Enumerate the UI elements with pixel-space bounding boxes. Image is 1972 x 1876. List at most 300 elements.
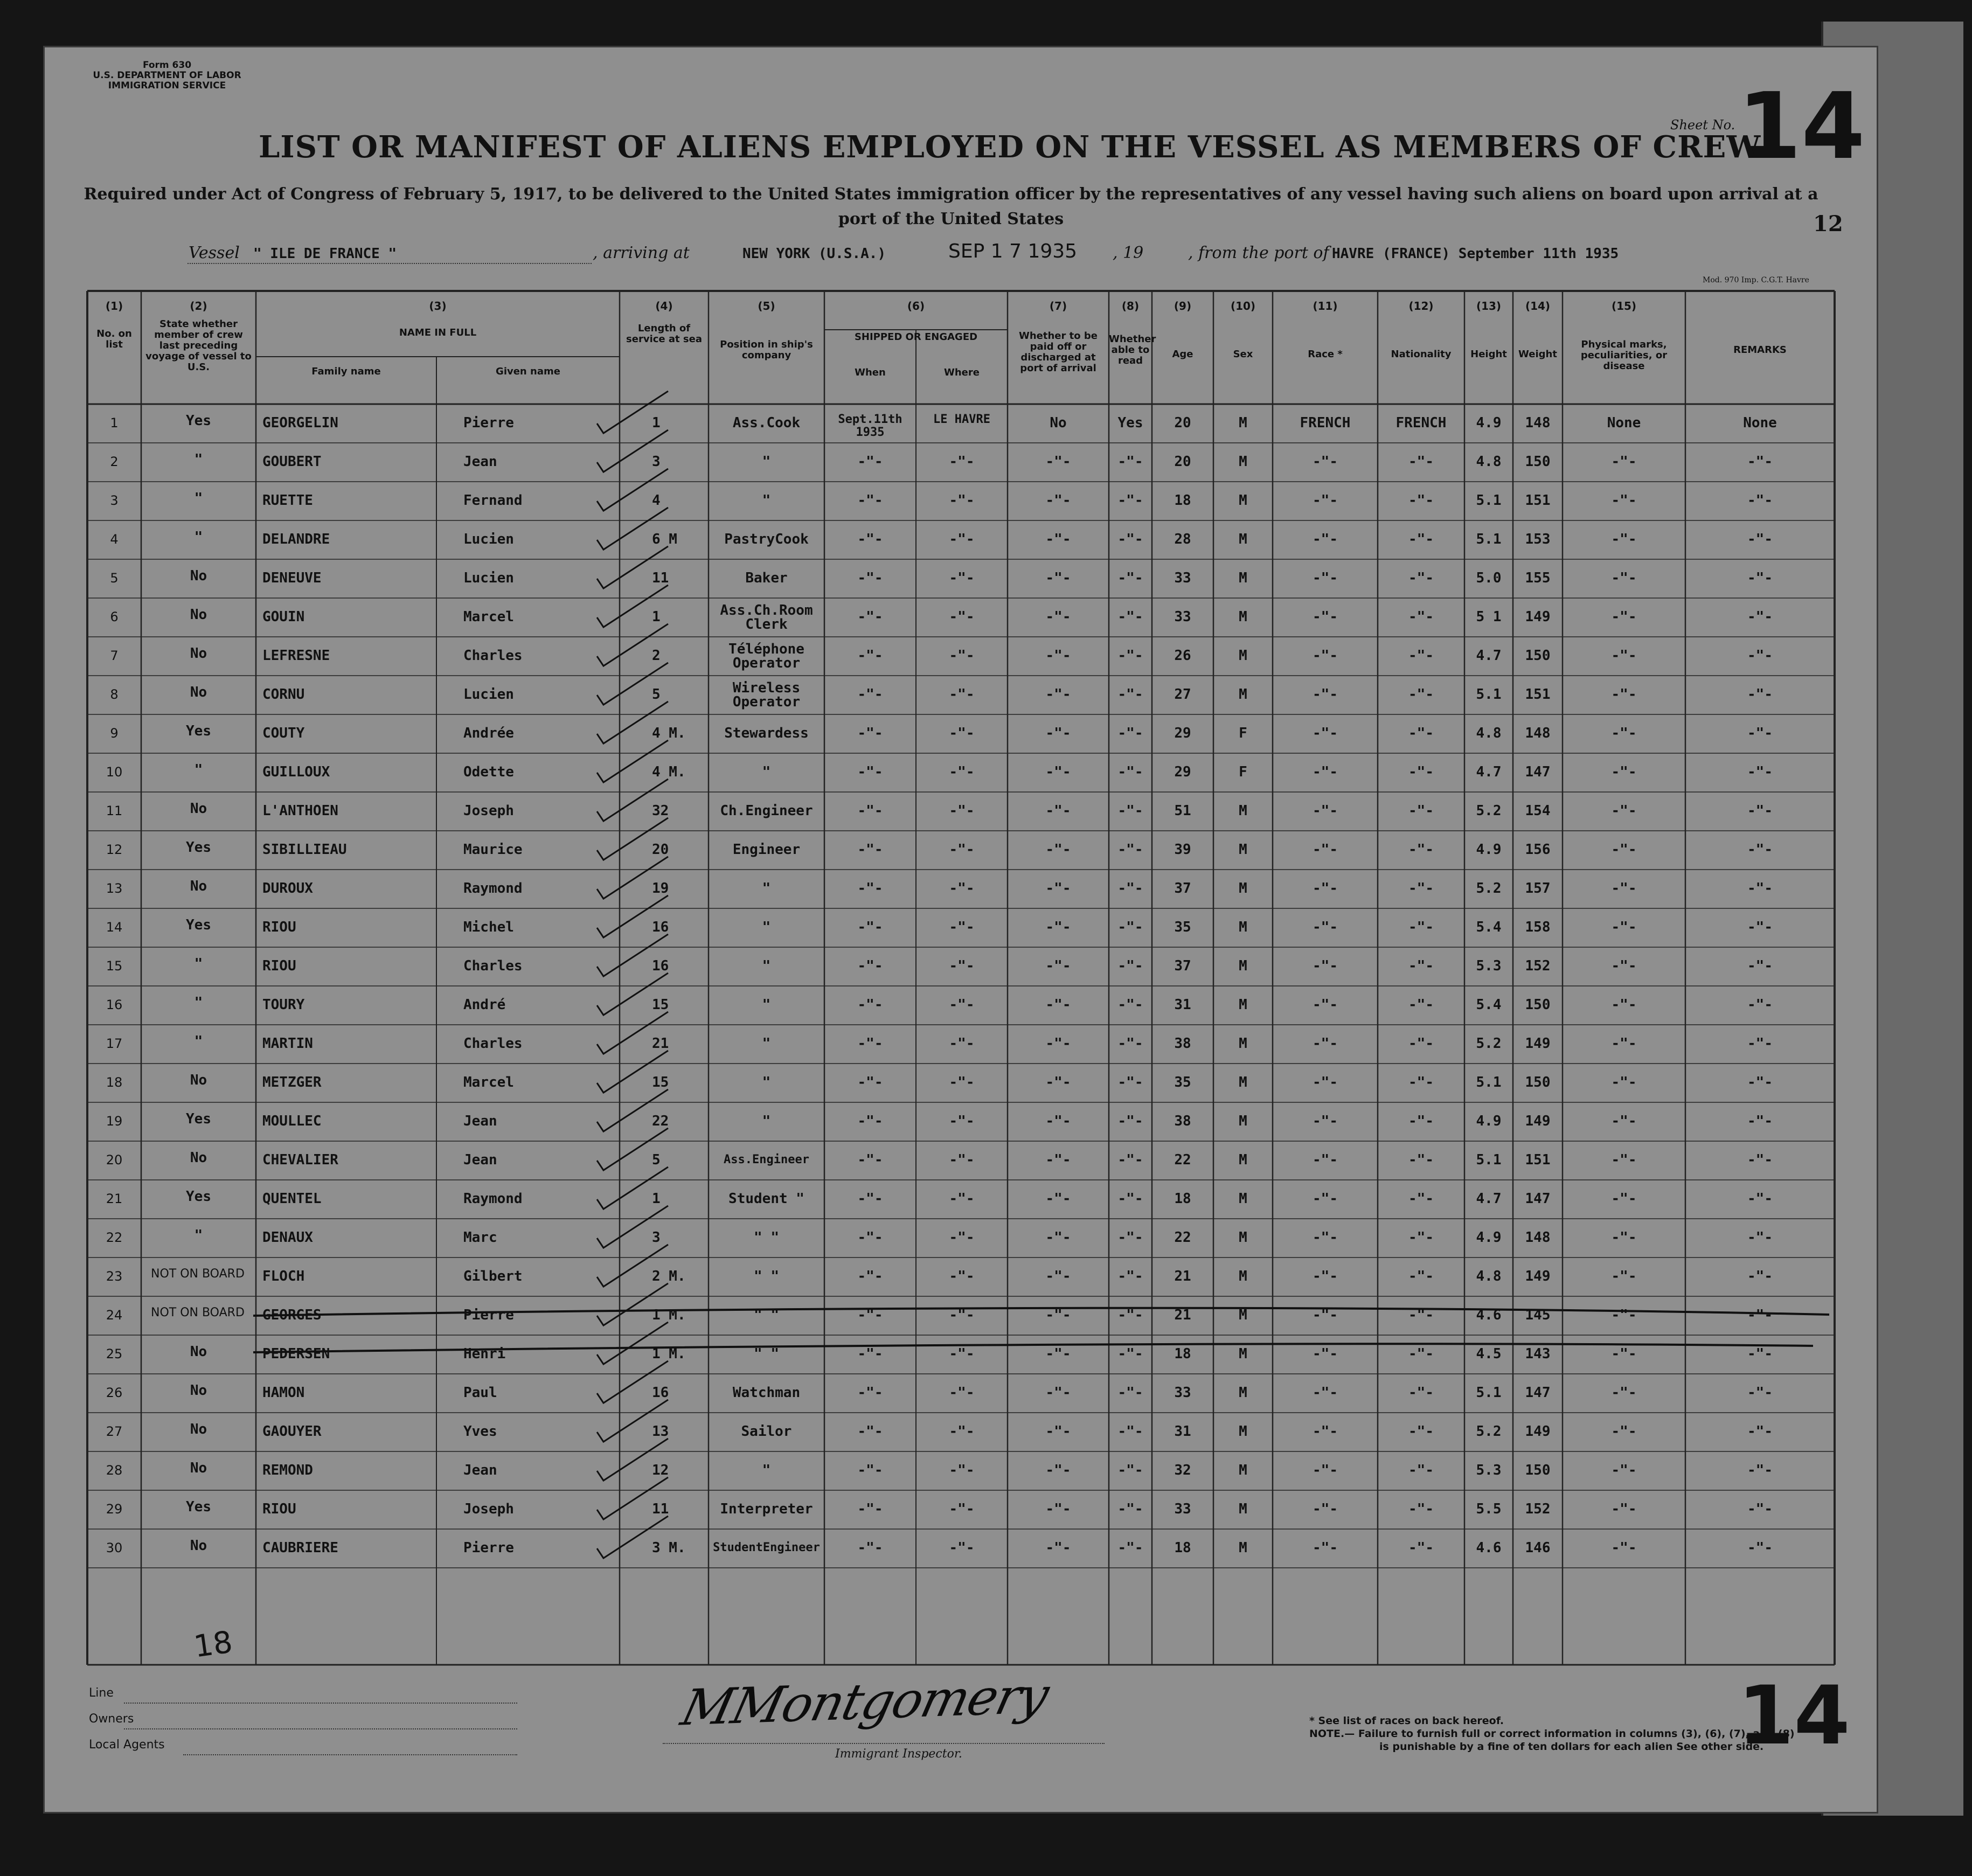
length-of-service: 4 M.: [652, 725, 686, 741]
weight: 150: [1525, 1462, 1551, 1478]
shipped-where: -"-: [949, 919, 975, 935]
check-mark: [597, 546, 668, 588]
age: 32: [1174, 1462, 1191, 1478]
position-in-company: ": [762, 880, 771, 897]
able-to-read: -"-: [1117, 531, 1143, 547]
remarks: -"-: [1747, 1462, 1773, 1478]
shipped-when: -"-: [857, 1229, 883, 1246]
sex: M: [1239, 1113, 1247, 1129]
position-in-company: " ": [754, 1268, 779, 1284]
race: -"-: [1313, 842, 1338, 858]
remarks: -"-: [1747, 958, 1773, 974]
shipped-where: -"-: [949, 1540, 975, 1556]
column-number: (2): [190, 300, 207, 312]
sex: M: [1239, 958, 1247, 974]
weight: 152: [1525, 958, 1551, 974]
row-number: 11: [106, 803, 123, 818]
shipped-where: -"-: [949, 1346, 975, 1362]
remarks: -"-: [1747, 764, 1773, 780]
sex: M: [1239, 492, 1247, 509]
length-of-service: 4: [652, 492, 661, 509]
race: -"-: [1313, 803, 1338, 819]
remarks: -"-: [1747, 1307, 1773, 1323]
position-in-company: Téléphone: [728, 641, 804, 657]
paid-off: -"-: [1045, 764, 1071, 780]
weight: 147: [1525, 1385, 1551, 1401]
position-in-company: Ass.Ch.Room: [720, 602, 813, 619]
check-mark: [597, 624, 668, 666]
given-name: Marcel: [463, 1074, 514, 1090]
check-mark: [597, 1516, 668, 1558]
height: 4.8: [1476, 454, 1502, 470]
row-number: 16: [106, 997, 123, 1012]
sex: M: [1239, 415, 1247, 431]
position-in-company: ": [762, 1113, 771, 1129]
able-to-read: -"-: [1117, 997, 1143, 1013]
check-mark: [597, 857, 668, 899]
from-port: HAVRE (FRANCE) September 11th 1935: [1332, 246, 1619, 262]
weight: 151: [1525, 686, 1551, 703]
able-to-read: -"-: [1117, 1152, 1143, 1168]
line-rule: [124, 1703, 517, 1704]
height: 5.1: [1476, 1074, 1502, 1090]
given-name: Joseph: [463, 1501, 514, 1517]
remarks: -"-: [1747, 1423, 1773, 1440]
length-of-service: 13: [652, 1423, 669, 1440]
age: 28: [1174, 531, 1191, 547]
height: 5.3: [1476, 958, 1502, 974]
length-of-service: 2: [652, 648, 661, 664]
race: -"-: [1313, 570, 1338, 586]
able-to-read: -"-: [1117, 880, 1143, 897]
check-mark: [597, 740, 668, 782]
previous-voyage: No: [190, 1072, 207, 1088]
length-of-service: 22: [652, 1113, 669, 1129]
physical-marks: -"-: [1611, 1462, 1637, 1478]
position-in-company: " ": [754, 1346, 779, 1362]
physical-marks: -"-: [1611, 1268, 1637, 1284]
sex: M: [1239, 686, 1247, 703]
height: 4.7: [1476, 648, 1502, 664]
row-number: 13: [106, 881, 123, 896]
sex: M: [1239, 1501, 1247, 1517]
paid-off: -"-: [1045, 842, 1071, 858]
row-number: 1: [110, 415, 119, 430]
physical-marks: -"-: [1611, 1540, 1637, 1556]
shipped-when: -"-: [857, 997, 883, 1013]
age: 33: [1174, 609, 1191, 625]
position-in-company: Ch.Engineer: [720, 803, 813, 819]
length-of-service: 15: [652, 997, 669, 1013]
age: 35: [1174, 1074, 1191, 1090]
race: -"-: [1313, 1191, 1338, 1207]
family-name: GAOUYER: [262, 1423, 322, 1440]
race: -"-: [1313, 880, 1338, 897]
shipped-when: -"-: [857, 1501, 883, 1517]
nationality: -"-: [1408, 1152, 1434, 1168]
remarks: -"-: [1747, 1074, 1773, 1090]
department-name: U.S. DEPARTMENT OF LABOR: [93, 70, 241, 81]
length-of-service: 6 M: [652, 531, 677, 547]
previous-voyage: Yes: [186, 1111, 211, 1127]
local-agents-label: Local Agents: [89, 1738, 165, 1752]
paid-off: -"-: [1045, 1385, 1071, 1401]
able-to-read: -"-: [1117, 1307, 1143, 1323]
position-in-company: Ass.Cook: [732, 415, 801, 431]
shipped-where: -"-: [949, 1462, 975, 1478]
remarks: None: [1743, 415, 1777, 431]
previous-voyage: Yes: [186, 839, 211, 856]
weight: 150: [1525, 648, 1551, 664]
position-in-company: ": [762, 492, 771, 509]
position-in-company: StudentEngineer: [713, 1541, 820, 1554]
race: -"-: [1313, 1113, 1338, 1129]
shipped-where: -"-: [949, 997, 975, 1013]
remarks: -"-: [1747, 842, 1773, 858]
race: -"-: [1313, 686, 1338, 703]
remarks: -"-: [1747, 1346, 1773, 1362]
row-number: 18: [106, 1075, 123, 1090]
height: 5.5: [1476, 1501, 1502, 1517]
sex: M: [1239, 1346, 1247, 1362]
family-name: GOUBERT: [262, 454, 322, 470]
nationality: -"-: [1408, 531, 1434, 547]
shipped-where: -"-: [949, 764, 975, 780]
age: 51: [1174, 803, 1191, 819]
remarks: -"-: [1747, 1152, 1773, 1168]
weight: 154: [1525, 803, 1551, 819]
paid-off: -"-: [1045, 1540, 1071, 1556]
given-name: Odette: [463, 764, 514, 780]
check-mark: [597, 1089, 668, 1131]
row-number: 23: [106, 1269, 123, 1284]
nationality: -"-: [1408, 1074, 1434, 1090]
race: -"-: [1313, 1540, 1338, 1556]
weight: 148: [1525, 1229, 1551, 1246]
able-to-read: -"-: [1117, 1229, 1143, 1246]
signature-rule: [663, 1743, 1105, 1744]
remarks: -"-: [1747, 1036, 1773, 1052]
family-name: REMOND: [262, 1462, 313, 1478]
physical-marks: -"-: [1611, 1191, 1637, 1207]
able-to-read: -"-: [1117, 686, 1143, 703]
header-sex: Sex: [1233, 349, 1253, 360]
physical-marks: -"-: [1611, 764, 1637, 780]
shipped-when: -"-: [857, 1152, 883, 1168]
header-family-name: Family name: [311, 366, 381, 377]
physical-marks: -"-: [1611, 454, 1637, 470]
shipped-when: -"-: [857, 1191, 883, 1207]
remarks: -"-: [1747, 803, 1773, 819]
given-name: Lucien: [463, 686, 514, 703]
previous-voyage: ": [194, 956, 203, 972]
sex: M: [1239, 531, 1247, 547]
able-to-read: -"-: [1117, 1540, 1143, 1556]
height: 4.9: [1476, 1229, 1502, 1246]
column-number: (6): [907, 300, 925, 312]
arriving-port: NEW YORK (U.S.A.): [742, 246, 886, 262]
paid-off: -"-: [1045, 1307, 1071, 1323]
previous-voyage: Yes: [186, 1189, 211, 1205]
paid-off: -"-: [1045, 686, 1071, 703]
given-name: Andrée: [463, 725, 514, 741]
weight: 149: [1525, 1113, 1551, 1129]
physical-marks: None: [1607, 415, 1641, 431]
nationality: -"-: [1408, 1113, 1434, 1129]
shipped-when: -"-: [857, 648, 883, 664]
row-number: 22: [106, 1230, 123, 1245]
previous-voyage: No: [190, 1150, 207, 1166]
paid-off: -"-: [1045, 1501, 1071, 1517]
weight: 149: [1525, 1423, 1551, 1440]
shipped-when-year: 1935: [856, 426, 885, 439]
able-to-read: -"-: [1117, 1385, 1143, 1401]
paid-off: -"-: [1045, 609, 1071, 625]
shipped-when: -"-: [857, 1036, 883, 1052]
length-of-service: 4 M.: [652, 764, 686, 780]
row-number: 10: [106, 765, 123, 780]
shipped-where: -"-: [949, 842, 975, 858]
check-mark: [597, 1206, 668, 1248]
shipped-where: -"-: [949, 1268, 975, 1284]
sex: M: [1239, 1152, 1247, 1168]
sex: M: [1239, 803, 1247, 819]
nationality: -"-: [1408, 1307, 1434, 1323]
sex: M: [1239, 997, 1247, 1013]
shipped-where: -"-: [949, 531, 975, 547]
row-number: 15: [106, 958, 123, 974]
check-mark: [597, 508, 668, 550]
previous-voyage: No: [190, 801, 207, 817]
nationality: -"-: [1408, 570, 1434, 586]
age: 22: [1174, 1152, 1191, 1168]
position-in-company-line2: Clerk: [745, 616, 788, 633]
column-number: (15): [1611, 300, 1637, 312]
shipped-where: -"-: [949, 1229, 975, 1246]
race: -"-: [1313, 1036, 1338, 1052]
position-in-company: ": [762, 1036, 771, 1052]
row-number: 24: [106, 1308, 123, 1323]
printer-mark: Mod. 970 Imp. C.G.T. Havre: [1703, 276, 1809, 284]
length-of-service: 11: [652, 1501, 669, 1517]
given-name: Maurice: [463, 842, 523, 858]
position-in-company: ": [762, 454, 771, 470]
column-number: (5): [758, 300, 775, 312]
row-number: 29: [106, 1502, 123, 1517]
paid-off: No: [1050, 415, 1067, 431]
nationality: -"-: [1408, 1501, 1434, 1517]
shipped-when: -"-: [857, 609, 883, 625]
nationality: -"-: [1408, 919, 1434, 935]
weight: 149: [1525, 1036, 1551, 1052]
length-of-service: 1: [652, 1191, 661, 1207]
column-number: (1): [105, 300, 123, 312]
column-number: (9): [1174, 300, 1192, 312]
nationality: -"-: [1408, 1423, 1434, 1440]
remarks: -"-: [1747, 1229, 1773, 1246]
sex: M: [1239, 1036, 1247, 1052]
height: 5.1: [1476, 1152, 1502, 1168]
sheet-number-bottom: 14: [1738, 1669, 1850, 1763]
height: 4.9: [1476, 415, 1502, 431]
given-name: Raymond: [463, 880, 523, 897]
age: 33: [1174, 1501, 1191, 1517]
age: 22: [1174, 1229, 1191, 1246]
shipped-where: -"-: [949, 492, 975, 509]
paid-off: -"-: [1045, 880, 1071, 897]
physical-marks: -"-: [1611, 1307, 1637, 1323]
family-name: CHEVALIER: [262, 1152, 338, 1168]
shipped-where: -"-: [949, 454, 975, 470]
able-to-read: -"-: [1117, 648, 1143, 664]
header-weight: Weight: [1518, 349, 1557, 360]
agents-rule: [183, 1754, 517, 1755]
sex: M: [1239, 1074, 1247, 1090]
position-in-company-line2: Operator: [732, 694, 801, 710]
paid-off: -"-: [1045, 1268, 1071, 1284]
sex: M: [1239, 1462, 1247, 1478]
race: -"-: [1313, 764, 1338, 780]
race: -"-: [1313, 1307, 1338, 1323]
remarks: -"-: [1747, 1191, 1773, 1207]
height: 5.3: [1476, 1462, 1502, 1478]
tally-mark: 18: [191, 1624, 235, 1665]
race: -"-: [1313, 1268, 1338, 1284]
able-to-read: -"-: [1117, 919, 1143, 935]
able-to-read: -"-: [1117, 1074, 1143, 1090]
given-name: Charles: [463, 1036, 523, 1052]
age: 33: [1174, 570, 1191, 586]
nationality: -"-: [1408, 686, 1434, 703]
column-number: (11): [1313, 300, 1338, 312]
family-name: CORNU: [262, 686, 305, 703]
race: -"-: [1313, 609, 1338, 625]
length-of-service: 2 M.: [652, 1268, 686, 1284]
able-to-read: -"-: [1117, 958, 1143, 974]
physical-marks: -"-: [1611, 1501, 1637, 1517]
family-name: RUETTE: [262, 492, 313, 509]
length-of-service: 15: [652, 1074, 669, 1090]
date-stamp: SEP 1 7 1935: [948, 240, 1078, 262]
given-name: Gilbert: [463, 1268, 523, 1284]
shipped-when: -"-: [857, 919, 883, 935]
remarks: -"-: [1747, 531, 1773, 547]
header-race: Race *: [1308, 349, 1343, 360]
length-of-service: 1 M.: [652, 1346, 686, 1362]
row-number: 8: [110, 687, 119, 702]
sex: M: [1239, 842, 1247, 858]
family-name: L'ANTHOEN: [262, 803, 338, 819]
length-of-service: 3 M.: [652, 1540, 686, 1556]
shipped-when: -"-: [857, 725, 883, 741]
shipped-where: -"-: [949, 1152, 975, 1168]
row-number: 7: [110, 648, 119, 663]
shipped-where: -"-: [949, 570, 975, 586]
family-name: RIOU: [262, 919, 296, 935]
height: 4.7: [1476, 764, 1502, 780]
column-number: (12): [1408, 300, 1434, 312]
sex: M: [1239, 1385, 1247, 1401]
able-to-read: -"-: [1117, 1423, 1143, 1440]
column-number: (10): [1230, 300, 1256, 312]
header-when: When: [855, 367, 886, 378]
weight: 158: [1525, 919, 1551, 935]
height: 4.8: [1476, 1268, 1502, 1284]
nationality: -"-: [1408, 1462, 1434, 1478]
column-number: (13): [1476, 300, 1502, 312]
length-of-service: 1: [652, 415, 661, 431]
given-name: Charles: [463, 958, 523, 974]
row-number: 3: [110, 493, 119, 508]
weight: 153: [1525, 531, 1551, 547]
check-mark: [597, 1439, 668, 1481]
age: 38: [1174, 1113, 1191, 1129]
check-mark: [597, 1477, 668, 1519]
inspector-signature: MMontgomery: [676, 1666, 1054, 1737]
weight: 149: [1525, 609, 1551, 625]
given-name: Jean: [463, 454, 497, 470]
previous-voyage: Yes: [186, 413, 211, 429]
position-in-company: Wireless: [732, 680, 801, 696]
year-label: , 19: [1113, 244, 1144, 262]
weight: 155: [1525, 570, 1551, 586]
able-to-read: -"-: [1117, 1036, 1143, 1052]
length-of-service: 16: [652, 958, 669, 974]
family-name: RIOU: [262, 1501, 296, 1517]
header-name-in-full: NAME IN FULL: [399, 327, 477, 338]
vessel-label: Vessel: [189, 244, 240, 262]
document-subtitle: Required under Act of Congress of February 5, 1917, to be delivered to the United States immigration officer by the representatives of any vessel having such aliens on board upon arrival at a port of the United States: [84, 185, 1818, 228]
sex: M: [1239, 1229, 1247, 1246]
previous-voyage: ": [194, 529, 203, 545]
check-mark: [597, 1167, 668, 1209]
header-height: Height: [1470, 349, 1507, 360]
physical-marks: -"-: [1611, 880, 1637, 897]
position-in-company: Interpreter: [720, 1501, 813, 1517]
check-mark: [597, 1283, 668, 1325]
able-to-read: -"-: [1117, 1113, 1143, 1129]
from-port-label: , from the port of: [1188, 244, 1329, 262]
height: 4.5: [1476, 1346, 1502, 1362]
family-name: METZGER: [262, 1074, 322, 1090]
penalty-note-continued: is punishable by a fine of ten dollars for each alien See other side.: [1379, 1741, 1764, 1753]
vessel-name: " ILE DE FRANCE ": [253, 246, 397, 262]
length-of-service: 21: [652, 1036, 669, 1052]
weight: 150: [1525, 1074, 1551, 1090]
age: 20: [1174, 454, 1191, 470]
shipped-where: -"-: [949, 1423, 975, 1440]
race: -"-: [1313, 1152, 1338, 1168]
length-of-service: 16: [652, 1385, 669, 1401]
weight: 148: [1525, 415, 1551, 431]
row-number: 27: [106, 1424, 123, 1439]
weight: 157: [1525, 880, 1551, 897]
nationality: -"-: [1408, 1540, 1434, 1556]
shipped-when: -"-: [857, 1540, 883, 1556]
family-name: MOULLEC: [262, 1113, 322, 1129]
family-name: GOUIN: [262, 609, 305, 625]
owners-label: Owners: [89, 1712, 134, 1726]
header-physical: Physical marks, peculiarities, or disease: [1580, 339, 1668, 372]
age: 26: [1174, 648, 1191, 664]
check-mark: [597, 934, 668, 976]
remarks: -"-: [1747, 570, 1773, 586]
paid-off: -"-: [1045, 648, 1071, 664]
nationality: -"-: [1408, 1036, 1434, 1052]
column-number: (4): [655, 300, 673, 312]
physical-marks: -"-: [1611, 958, 1637, 974]
height: 4.6: [1476, 1307, 1502, 1323]
